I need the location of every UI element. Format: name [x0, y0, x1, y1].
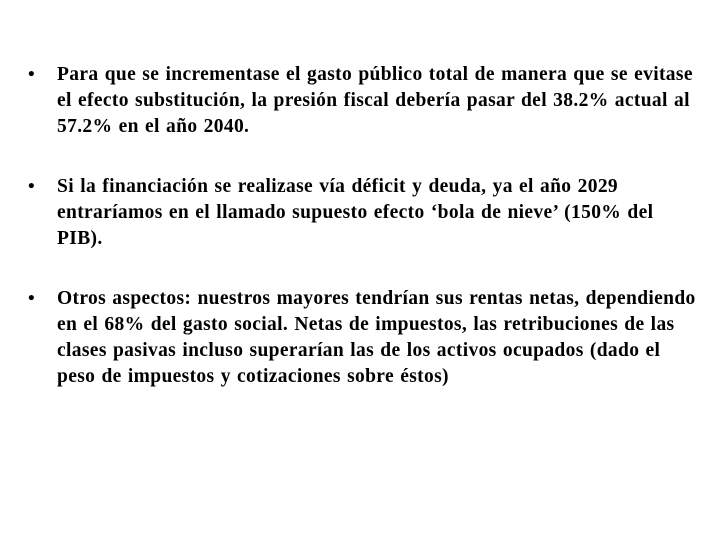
bullet-icon: •: [28, 176, 36, 197]
bullet-list: [28, 62, 698, 390]
bullet-icon: •: [28, 64, 36, 85]
bullet-item-fiscal-pressure: [28, 62, 698, 140]
bullet-text: Si la financiación se realizase vía déficit y deuda, ya el año 2029 entraríamos en el llamado supuesto efecto ‘bola de nieve’ (150% del PIB).: [57, 176, 654, 249]
bullet-text: Para que se incrementase el gasto público total de manera que se evitase el efecto substitución, la presión fiscal debería pasar del 38.2% actual al 57.2% en el año 2040.: [57, 64, 693, 137]
bullet-text: Otros aspectos: nuestros mayores tendrían sus rentas netas, dependiendo en el 68% del gasto social. Netas de impuestos, las retribuciones de las clases pasivas incluso superarían las de los activos ocupados (dado el peso de impuestos y cotizaciones sobre éstos): [57, 288, 696, 387]
bullet-item-other-aspects: [28, 286, 698, 390]
bullet-item-deficit-debt: [28, 174, 698, 252]
bullet-icon: •: [28, 288, 36, 309]
